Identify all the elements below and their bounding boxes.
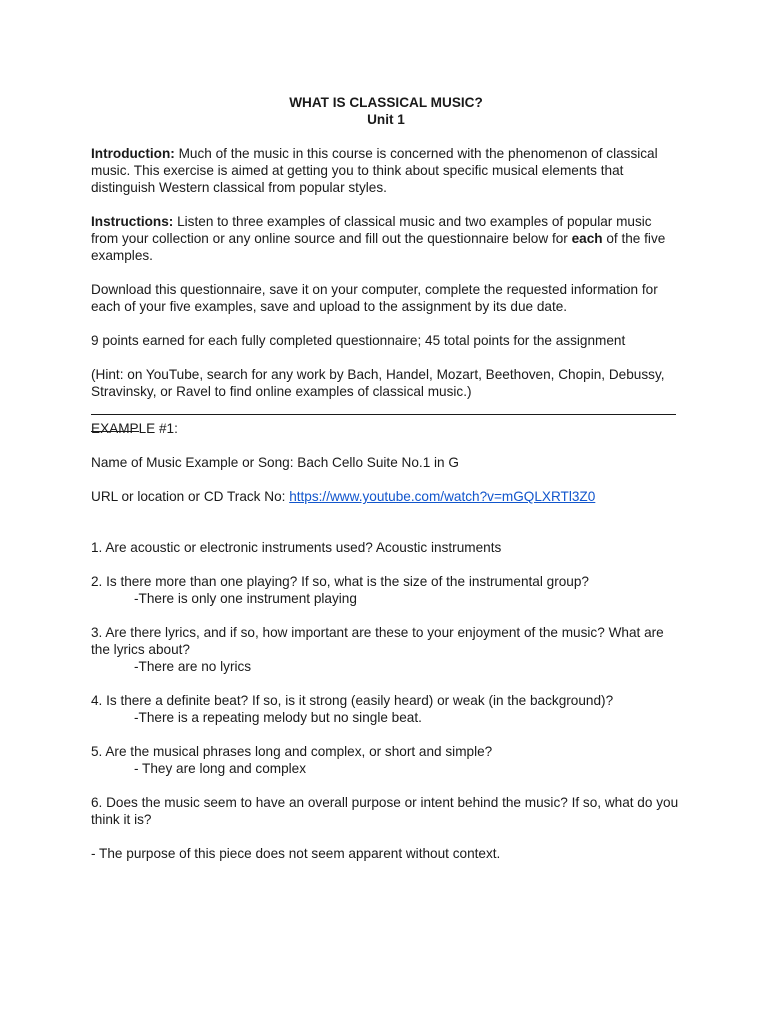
instructions-emphasis: each <box>571 231 603 246</box>
example-heading: EXAMPLE #1: <box>91 421 178 436</box>
question-4-answer: -There is a repeating melody but no single beat. <box>134 710 422 725</box>
instructions-label: Instructions: <box>91 214 174 229</box>
hint-paragraph: (Hint: on YouTube, search for any work by Bach, Handel, Mozart, Beethoven, Chopin, Debussy, Stravinsky, or Ravel to find online examples of classical music.) <box>91 367 665 399</box>
example-name-label: Name of Music Example or Song: <box>91 455 298 470</box>
example-name-line <box>91 454 681 471</box>
question-1-text: 1. Are acoustic or electronic instruments used? <box>91 540 376 555</box>
question-4-text: 4. Is there a definite beat? If so, is it strong (easily heard) or weak (in the background)? <box>91 693 614 708</box>
question-2-answer: -There is only one instrument playing <box>134 591 357 606</box>
separator-rule-long <box>91 414 676 415</box>
example-url-link[interactable]: https://www.youtube.com/watch?v=mGQLXRTl3Z0 <box>289 489 596 504</box>
question-6-text: 6. Does the music seem to have an overall purpose or intent behind the music? If so, what do you think it is? <box>91 795 679 827</box>
question-1-answer: Acoustic instruments <box>375 540 502 555</box>
introduction-text: Much of the music in this course is concerned with the phenomenon of classical music. This exercise is aimed at getting you to think about specific musical elements that distinguish Western classical from popular styles. <box>91 146 658 195</box>
question-5-answer: - They are long and complex <box>134 761 307 776</box>
example-url-line <box>91 488 681 505</box>
document-title: WHAT IS CLASSICAL MUSIC? <box>289 95 483 110</box>
separator-rule-short <box>91 431 139 432</box>
question-5-text: 5. Are the musical phrases long and complex, or short and simple? <box>91 744 493 759</box>
points-paragraph: 9 points earned for each fully completed questionnaire; 45 total points for the assignment <box>91 333 626 348</box>
question-1 <box>91 539 681 556</box>
example-url-label: URL or location or CD Track No: <box>91 489 290 504</box>
question-2-text: 2. Is there more than one playing? If so, what is the size of the instrumental group? <box>91 574 589 589</box>
separator-line <box>91 400 681 420</box>
example-name-value: Bach Cello Suite No.1 in G <box>297 455 459 470</box>
question-6-answer: - The purpose of this piece does not seem apparent without context. <box>91 846 501 861</box>
question-3-answer: -There are no lyrics <box>134 659 252 674</box>
introduction-label: Introduction: <box>91 146 175 161</box>
download-paragraph: Download this questionnaire, save it on your computer, complete the requested information for each of your five examples, save and upload to the assignment by its due date. <box>91 282 658 314</box>
instructions-text-after: of the five examples. <box>91 231 666 263</box>
instructions-text-before: Listen to three examples of classical music and two examples of popular music from your collection or any online source and fill out the questionnaire below for <box>91 214 652 246</box>
instructions-paragraph <box>91 213 681 264</box>
question-3-text: 3. Are there lyrics, and if so, how important are these to your enjoyment of the music? What are the lyrics about? <box>91 625 664 657</box>
document-page <box>91 94 681 862</box>
introduction-paragraph <box>91 145 681 196</box>
document-subtitle: Unit 1 <box>367 112 405 127</box>
